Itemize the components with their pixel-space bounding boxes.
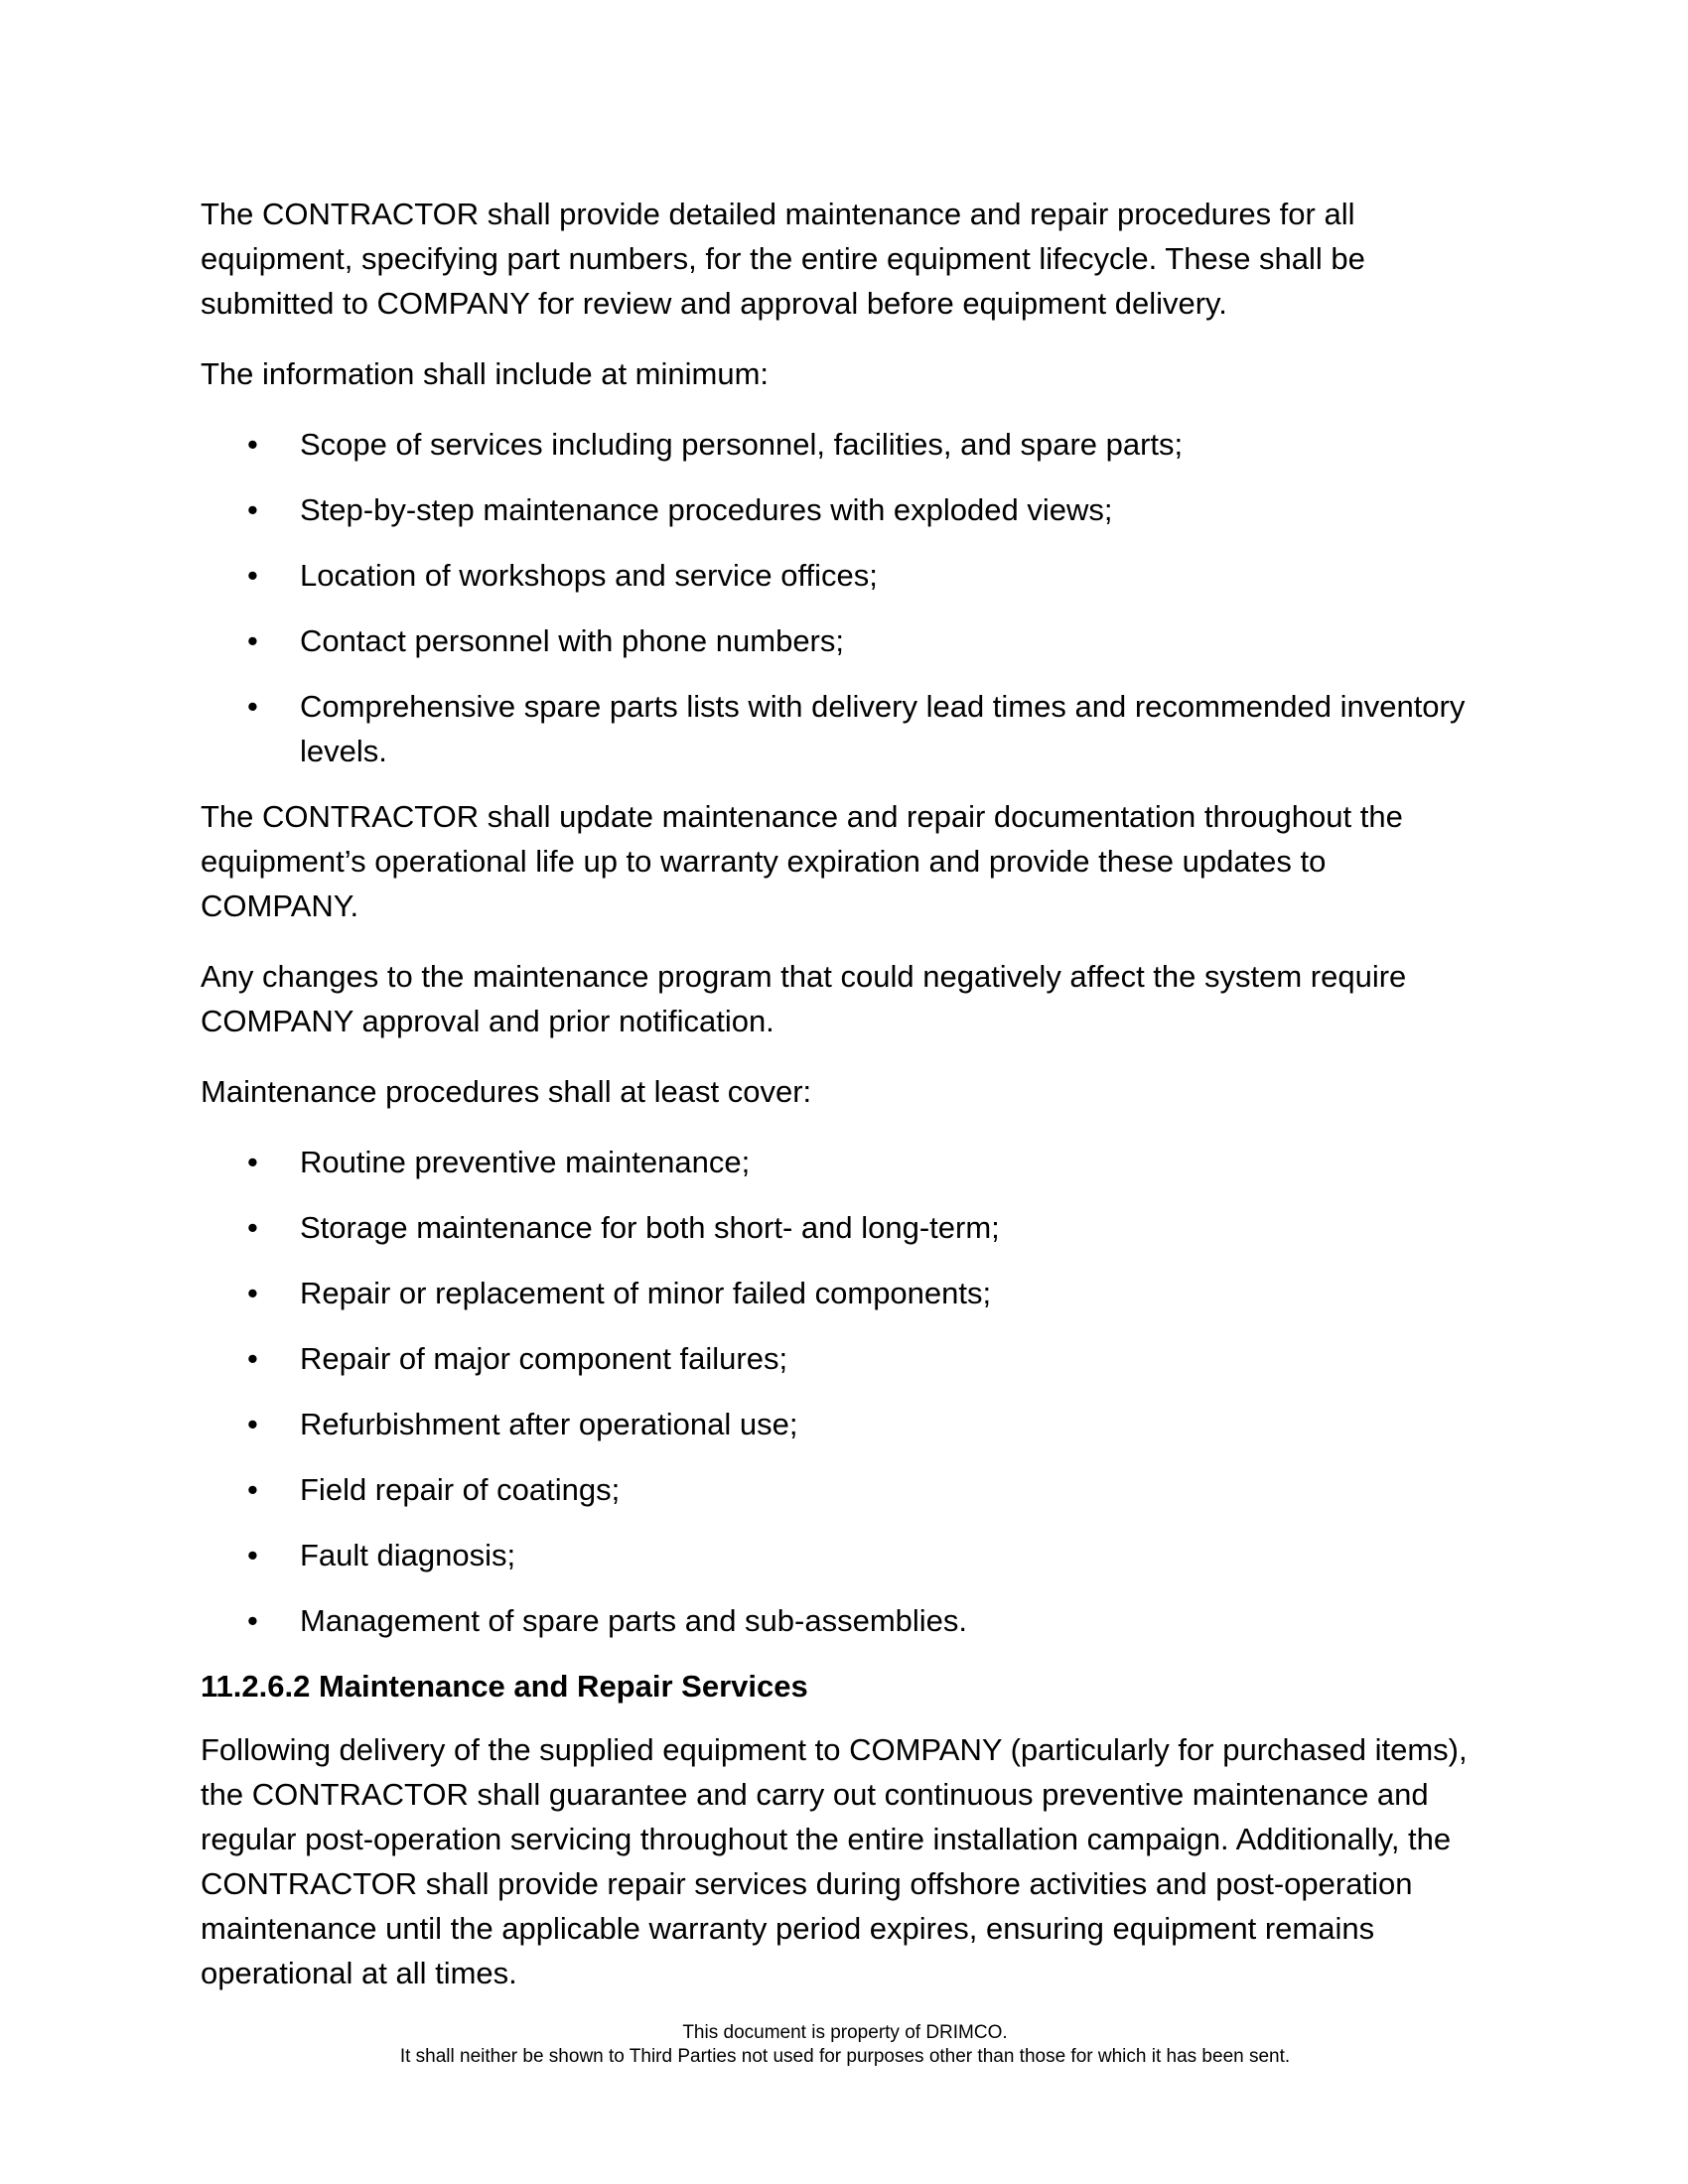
paragraph-procedures-cover: Maintenance procedures shall at least cover: <box>201 1074 812 1109</box>
paragraph-maintenance-procedures: The CONTRACTOR shall provide detailed maintenance and repair procedures for all equipment, specifying part numbers, for the entire equipment lifecycle. These shall be submitted to COMPANY for review and approval before equipment delivery. <box>201 197 1365 321</box>
list-item-text: Contact personnel with phone numbers; <box>300 623 844 658</box>
list-item <box>201 553 1489 598</box>
list-item-text: Management of spare parts and sub-assemblies. <box>300 1603 968 1638</box>
paragraph-update-documentation: The CONTRACTOR shall update maintenance and repair documentation throughout the equipment’s operational life up to warranty expiration and provide these updates to COMPANY. <box>201 799 1403 923</box>
list-item <box>201 1533 1489 1577</box>
bullet-list-procedures <box>201 1140 1489 1643</box>
list-item <box>201 618 1489 663</box>
bullet-icon: • <box>247 492 258 527</box>
footer-confidentiality-line: It shall neither be shown to Third Parties not used for purposes other than those for which it has been sent. <box>399 2046 1291 2067</box>
list-item-text: Routine preventive maintenance; <box>300 1145 751 1179</box>
bullet-icon: • <box>247 1210 258 1245</box>
paragraph-information-minimum: The information shall include at minimum: <box>201 356 770 391</box>
list-item-text: Fault diagnosis; <box>300 1538 516 1572</box>
list-item-text: Comprehensive spare parts lists with delivery lead times and recommended inventory levels. <box>300 689 1466 768</box>
document-body <box>201 192 1489 1995</box>
bullet-list-information <box>201 422 1489 773</box>
bullet-icon: • <box>247 689 258 724</box>
list-item-text: Location of workshops and service offices; <box>300 558 878 593</box>
list-item-text: Scope of services including personnel, facilities, and spare parts; <box>300 427 1184 462</box>
bullet-icon: • <box>247 1276 258 1310</box>
list-item <box>201 1598 1489 1643</box>
list-item <box>201 422 1489 467</box>
list-item <box>201 1336 1489 1381</box>
list-item-text: Storage maintenance for both short- and long-term; <box>300 1210 1000 1245</box>
bullet-icon: • <box>247 1407 258 1441</box>
list-item <box>201 1467 1489 1512</box>
section-heading: 11.2.6.2 Maintenance and Repair Services <box>201 1669 808 1704</box>
bullet-icon: • <box>247 1341 258 1376</box>
list-item-text: Refurbishment after operational use; <box>300 1407 798 1441</box>
list-item <box>201 1205 1489 1250</box>
bullet-icon: • <box>247 1472 258 1507</box>
bullet-icon: • <box>247 558 258 593</box>
list-item <box>201 1140 1489 1184</box>
list-item-text: Step-by-step maintenance procedures with exploded views; <box>300 492 1113 527</box>
footer-property-line: This document is property of DRIMCO. <box>682 2022 1008 2043</box>
list-item <box>201 1402 1489 1446</box>
list-item-text: Repair or replacement of minor failed components; <box>300 1276 992 1310</box>
page-footer <box>201 2021 1489 2069</box>
paragraph-following-delivery: Following delivery of the supplied equipment to COMPANY (particularly for purchased items), the CONTRACTOR shall guarantee and carry out continuous preventive maintenance and regular post-operation servicing throughout the entire installation campaign. Additionally, the CONTRACTOR shall provide repair services during offshore activities and post-operation maintenance until the applicable warranty period expires, ensuring equipment remains operational at all times. <box>201 1732 1468 1990</box>
bullet-icon: • <box>247 1538 258 1572</box>
bullet-icon: • <box>247 1603 258 1638</box>
list-item-text: Field repair of coatings; <box>300 1472 621 1507</box>
bullet-icon: • <box>247 623 258 658</box>
list-item <box>201 1271 1489 1315</box>
bullet-icon: • <box>247 1145 258 1179</box>
list-item-text: Repair of major component failures; <box>300 1341 788 1376</box>
bullet-icon: • <box>247 427 258 462</box>
list-item <box>201 684 1489 773</box>
paragraph-changes-approval: Any changes to the maintenance program that could negatively affect the system require COMPANY approval and prior notification. <box>201 959 1407 1038</box>
list-item <box>201 487 1489 532</box>
